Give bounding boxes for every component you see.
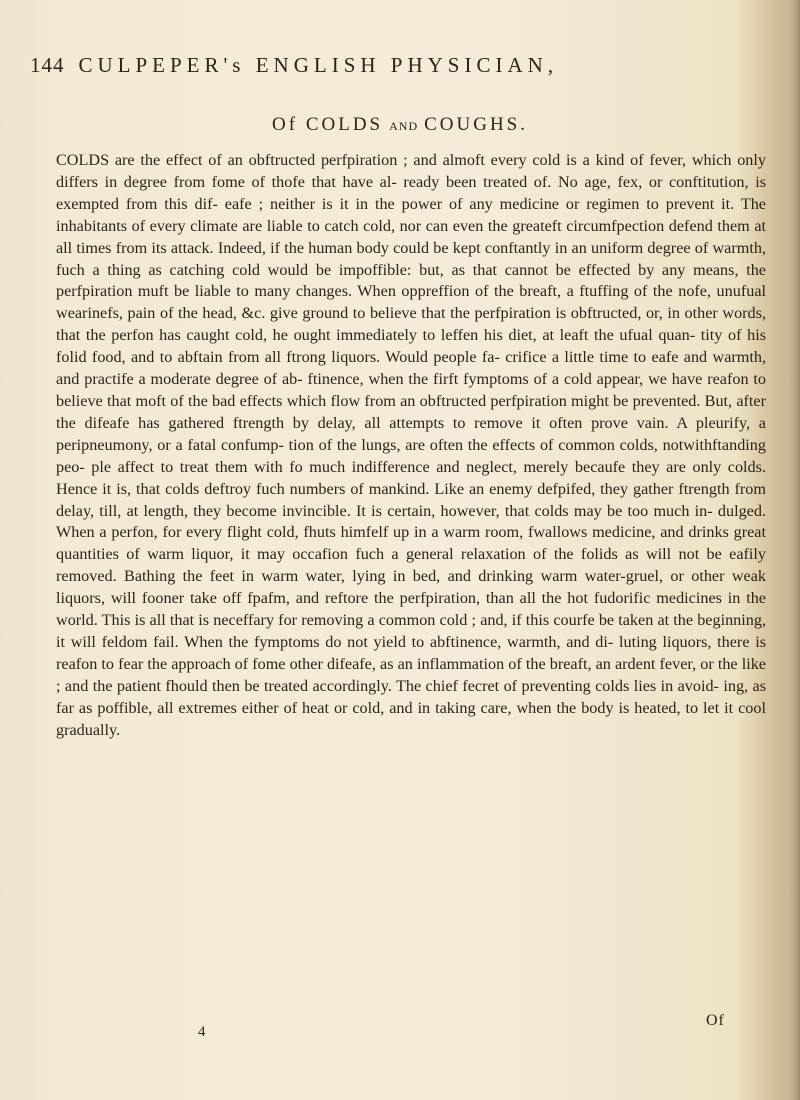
- chapter-title-and: AND: [389, 119, 419, 133]
- running-title: CULPEPER's ENGLISH PHYSICIAN,: [78, 53, 559, 77]
- page-number: 144: [30, 53, 65, 77]
- body-text: [56, 150, 766, 741]
- chapter-title-part1: Of COLDS: [272, 114, 384, 135]
- page-edge-shadow: [786, 0, 800, 1100]
- chapter-title: [0, 114, 800, 136]
- body-paragraph: COLDS are the effect of an obftructed perfpiration ; and almoft every cold is a kind of fever, which only differs in degree from fome of thofe that have al- ready been treated of. No age, fex, or conftitution, is exempted from this dif- eafe ; neither is it in the power of any medicine or regimen to prevent it. The inhabitants of every climate are liable to catch cold, nor can even the greateft circumfpection defend them at all times from its attack. Indeed, if the human body could be kept conftantly in an uniform degree of warmth, fuch a thing as catching cold would be impoffible: but, as that cannot be effected by any means, the perfpiration muft be liable to many changes. When oppreffion of the breaft, a ftuffing of the nofe, unufual wearinefs, pain of the head, &c. give ground to believe that the perfpiration is obftructed, or, in other words, that the perfon has caught cold, he ought immediately to leffen his diet, at leaft the ufual quan- tity of his folid food, and to abftain from all ftrong liquors. Would people fa- crifice a little time to eafe and warmth, and practife a moderate degree of ab- ftinence, when the firft fymptoms of a cold appear, we have reafon to believe that moft of the bad effects which flow from an obftructed perfpiration might be prevented. But, after the difeafe has gathered ftrength by delay, all attempts to remove it often prove vain. A pleurify, a peripneumony, or a fatal confump- tion of the lungs, are often the effects of common colds, notwithftanding peo- ple affect to treat them with fo much indifference and neglect, merely becaufe they are only colds. Hence it is, that colds deftroy fuch numbers of mankind. Like an enemy defpifed, they gather ftrength from delay, till, at length, they become invincible. It is certain, however, that colds may be too much in- dulged. When a perfon, for every flight cold, fhuts himfelf up in a warm room, fwallows medicine, and drinks great quantities of warm liquor, it may occafion fuch a general relaxation of the folids as will not be eafily removed. Bathing the feet in warm water, lying in bed, and drinking warm water-gruel, or other weak liquors, will fooner take off fpafm, and reftore the perfpiration, than all the hot fudorific medicines in the world. This is all that is neceffary for removing a common cold ; and, if this courfe be taken at the beginning, it will feldom fail. When the fymptoms do not yield to abftinence, warmth, and di- luting liquors, there is reafon to fear the approach of fome other difeafe, as an inflammation of the breaft, an ardent fever, or the like ; and the patient fhould then be treated accordingly. The chief fecret of preventing colds lies in avoid- ing, as far as poffible, all extremes either of heat or cold, and in taking care, when the body is heated, to let it cool gradually.: [56, 151, 766, 739]
- catchword: Of: [706, 1012, 725, 1029]
- chapter-title-part2: COUGHS.: [424, 114, 528, 135]
- signature-mark: 4: [198, 1024, 206, 1040]
- running-head: [30, 53, 770, 78]
